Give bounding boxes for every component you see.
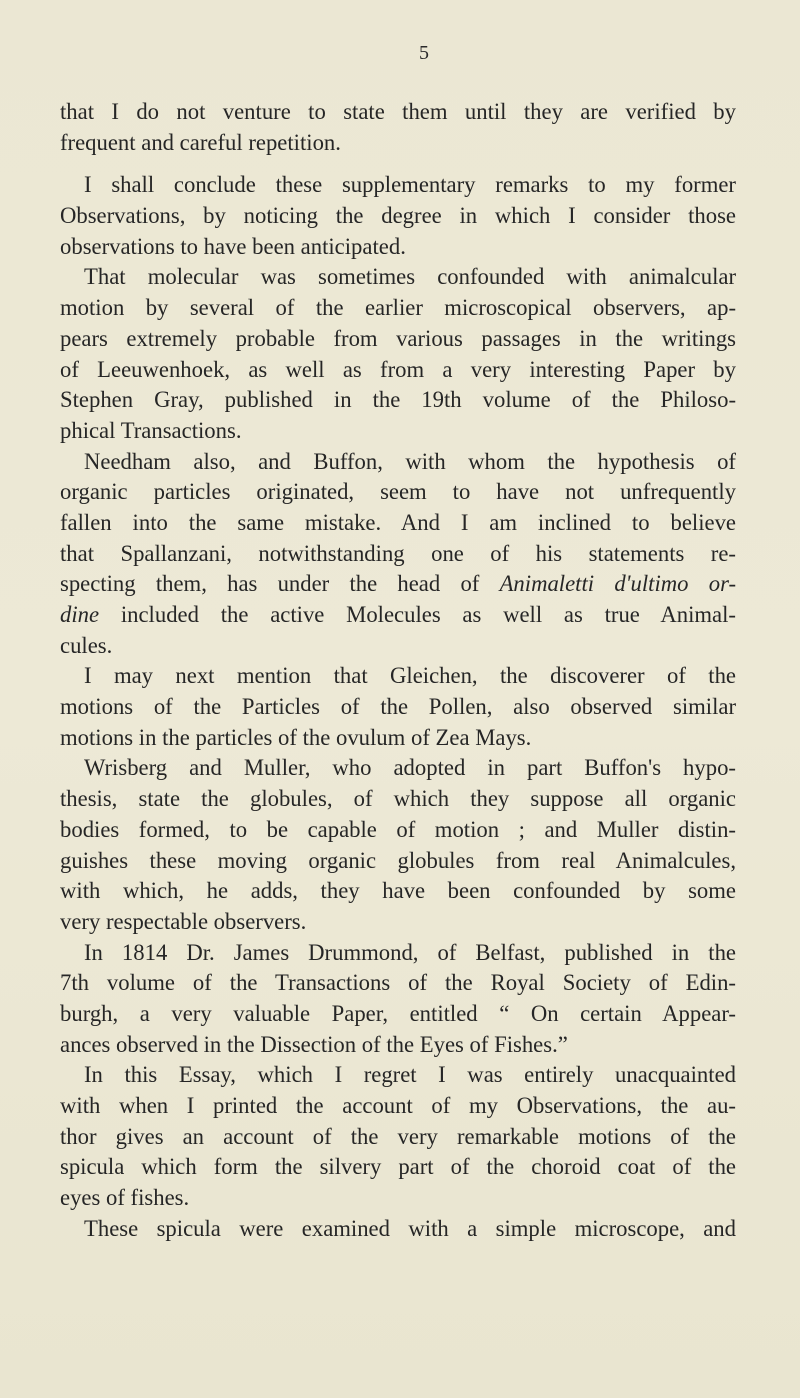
- text-line: I shall conclude these supplementary remarks to my former: [84, 172, 736, 198]
- text-line: motion by several of the earlier microscopical observers, ap-: [60, 295, 736, 321]
- text-segment: included the active Molecules as well as true Animal-: [99, 602, 736, 627]
- text-line: very respectable observers.: [60, 908, 307, 934]
- body-text: [60, 97, 736, 1244]
- text-line: motions in the particles of the ovulum of Zea Mays.: [60, 724, 532, 750]
- text-line: That molecular was sometimes confounded with animalcular: [84, 264, 736, 290]
- text-line-mixed: [60, 600, 736, 631]
- text-line: phical Transactions.: [60, 417, 242, 443]
- text-line: spicula which form the silvery part of the choroid coat of the: [60, 1154, 736, 1180]
- text-line: with which, he adds, they have been confounded by some: [60, 878, 736, 904]
- text-line: motions of the Particles of the Pollen, also observed similar: [60, 694, 736, 720]
- text-line: In this Essay, which I regret I was entirely unacquainted: [84, 1062, 736, 1088]
- page-number: 5: [419, 42, 429, 64]
- text-line: I may next mention that Gleichen, the discoverer of the: [84, 663, 736, 689]
- text-line: These spicula were examined with a simple microscope, and: [84, 1215, 736, 1241]
- paragraph-gap: [60, 158, 736, 170]
- text-line: thesis, state the globules, of which they suppose all organic: [60, 786, 736, 812]
- text-line: thor gives an account of the very remarkable motions of the: [60, 1123, 736, 1149]
- text-line: Needham also, and Buffon, with whom the hypothesis of: [84, 448, 736, 474]
- text-line: Observations, by noticing the degree in which I consider those: [60, 203, 736, 229]
- text-line: bodies formed, to be capable of motion ; and Muller distin-: [60, 816, 736, 842]
- text-line: frequent and careful repetition.: [60, 129, 341, 155]
- italic-phrase: dine: [60, 602, 100, 627]
- text-line: observations to have been anticipated.: [60, 233, 406, 259]
- text-line: organic particles originated, seem to have not unfrequently: [60, 479, 736, 505]
- text-line: pears extremely probable from various passages in the writings: [60, 325, 736, 351]
- text-line: of Leeuwenhoek, as well as from a very interesting Paper by: [60, 356, 736, 382]
- text-line: guishes these moving organic globules from real Animalcules,: [60, 847, 736, 873]
- text-line: with when I printed the account of my Observations, the au-: [60, 1093, 736, 1118]
- text-line: burgh, a very valuable Paper, entitled “ On certain Appear-: [60, 1000, 736, 1026]
- text-line-mixed: [60, 569, 736, 600]
- italic-phrase: Animaletti d'ultimo or-: [499, 571, 737, 597]
- text-line: eyes of fishes.: [60, 1185, 190, 1211]
- text-line: In 1814 Dr. James Drummond, of Belfast, published in the: [84, 939, 736, 965]
- text-line: 7th volume of the Transactions of the Royal Society of Edin-: [60, 970, 736, 996]
- text-line: that I do not venture to state them until they are verified by: [60, 99, 736, 124]
- text-line: Stephen Gray, published in the 19th volume of the Philoso-: [60, 387, 736, 413]
- text-line: that Spallanzani, notwithstanding one of his statements re-: [60, 540, 736, 566]
- text-segment: specting them, has under the head of: [60, 571, 500, 597]
- text-line: fallen into the same mistake. And I am inclined to believe: [60, 509, 736, 535]
- text-line: Wrisberg and Muller, who adopted in part Buffon's hypo-: [84, 755, 736, 781]
- text-line: cules.: [60, 632, 113, 658]
- text-line: ances observed in the Dissection of the Eyes of Fishes.”: [60, 1031, 568, 1057]
